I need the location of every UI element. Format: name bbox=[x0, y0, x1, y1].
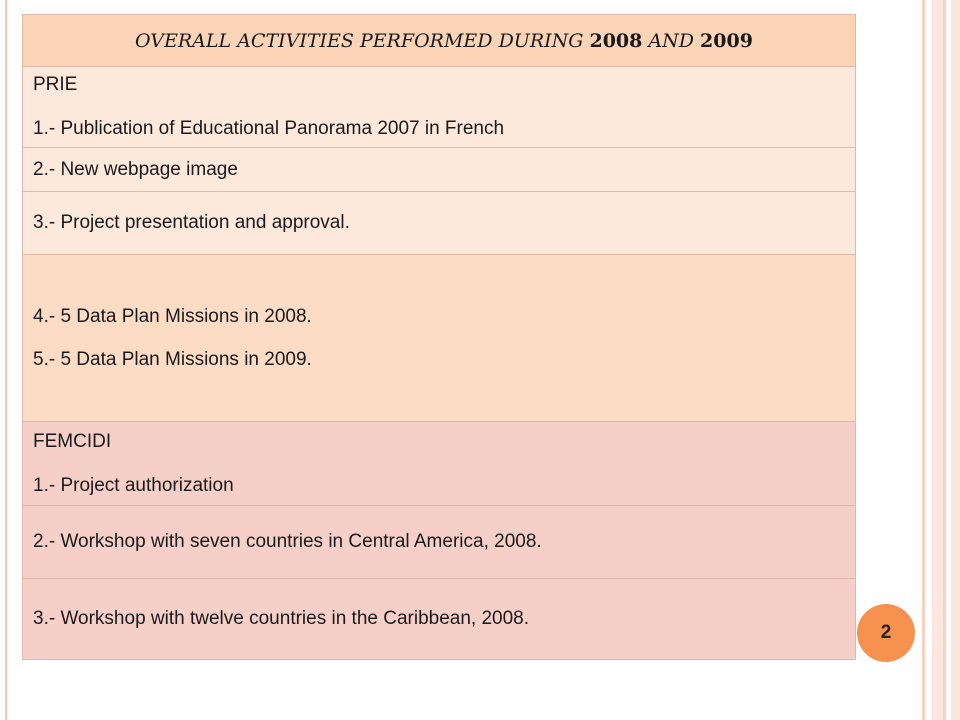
activity-cell bbox=[23, 579, 856, 660]
table-row bbox=[23, 579, 856, 660]
left-border-line bbox=[5, 0, 7, 720]
table-row bbox=[23, 506, 856, 579]
title-year-2009: 2009 bbox=[700, 29, 753, 52]
activity-item: 3.- Workshop with twelve countries in the Caribbean, 2008. bbox=[33, 608, 530, 629]
activity-item: 1.- Project authorization bbox=[33, 474, 234, 496]
title-text-part2: AND bbox=[642, 29, 701, 52]
section-heading-prie: PRIE bbox=[33, 74, 78, 95]
activity-item: 5.- 5 Data Plan Missions in 2009. bbox=[33, 348, 312, 370]
missions-cell bbox=[23, 255, 856, 422]
activities-table bbox=[22, 14, 856, 660]
table-row bbox=[23, 148, 856, 192]
femcidi-row-cell bbox=[23, 422, 856, 506]
activity-item: 2.- New webpage image bbox=[33, 158, 238, 180]
activity-item: 2.- Workshop with seven countries in Central America, 2008. bbox=[33, 531, 542, 552]
table-row bbox=[23, 192, 856, 255]
slide-title bbox=[23, 15, 856, 67]
title-row bbox=[23, 15, 856, 67]
section-heading-femcidi: FEMCIDI bbox=[33, 430, 112, 452]
table-row bbox=[23, 67, 856, 148]
activity-cell bbox=[23, 148, 856, 192]
table-row bbox=[23, 255, 856, 422]
activity-item: 3.- Project presentation and approval. bbox=[33, 212, 350, 233]
activity-cell bbox=[23, 506, 856, 579]
table-row bbox=[23, 422, 856, 506]
page-number-badge: 2 bbox=[857, 604, 915, 662]
activity-item: 1.- Publication of Educational Panorama 2007 in French bbox=[33, 118, 505, 139]
activity-cell bbox=[23, 192, 856, 255]
title-year-2008: 2008 bbox=[589, 29, 643, 52]
right-decorative-stripes bbox=[916, 0, 960, 720]
prie-row-cell bbox=[23, 67, 856, 148]
activity-item: 4.- 5 Data Plan Missions in 2008. bbox=[33, 305, 312, 327]
title-text-part1: OVERALL ACTIVITIES PERFORMED DURING bbox=[135, 29, 590, 52]
